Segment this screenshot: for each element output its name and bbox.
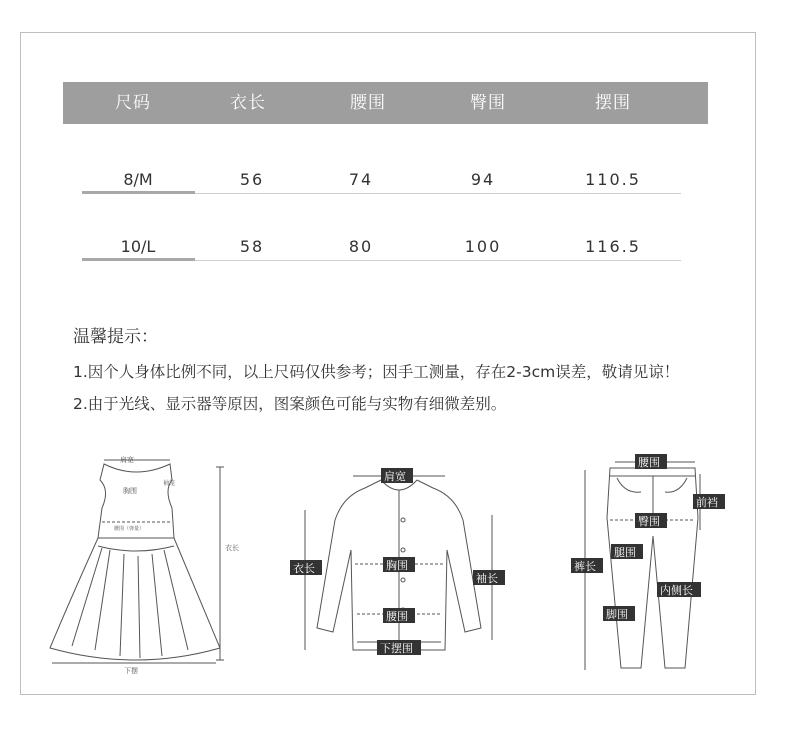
shirt-diagram (285, 460, 510, 660)
shirt-sleeve-label: 袖长 (476, 572, 498, 585)
pants-hip-label: 臀围 (638, 515, 660, 528)
dress-waist-label: 腰围（弹量） (114, 526, 145, 532)
row-underline (82, 258, 195, 261)
length-cell: 56 (239, 170, 265, 189)
dress-armhole-label: 袖笼 (163, 480, 176, 487)
waist-cell: 80 (348, 237, 374, 256)
pants-leg-opening-label: 脚围 (606, 608, 628, 621)
pants-thigh-label: 腿围 (614, 546, 636, 559)
hip-cell: 94 (470, 170, 496, 189)
table-row (0, 170, 790, 200)
size-cell: 8/M (123, 170, 153, 189)
dress-hem-label: 下摆 (124, 667, 138, 675)
dress-shoulder-label: 肩宽 (120, 456, 134, 464)
dress-chest-label: 胸围 (123, 487, 137, 495)
dress-length-label: 衣长 (225, 544, 239, 552)
table-row (0, 237, 790, 267)
hem-cell: 110.5 (585, 170, 641, 189)
pants-length-label: 裤长 (574, 560, 596, 573)
row-divider (195, 193, 681, 194)
pants-waist-label: 腰围 (638, 456, 660, 469)
header-size: 尺码 (115, 93, 151, 113)
shirt-hem-label: 下摆围 (380, 642, 413, 655)
pants-diagram (565, 448, 735, 676)
tips-title: 温馨提示： (73, 327, 158, 347)
shirt-length-label: 衣长 (293, 562, 315, 575)
size-cell: 10/L (120, 237, 156, 256)
pants-front-rise-label: 前裆 (696, 496, 718, 509)
hip-cell: 100 (464, 237, 502, 256)
waist-cell: 74 (348, 170, 374, 189)
hem-cell: 116.5 (585, 237, 641, 256)
header-hem: 摆围 (595, 93, 631, 113)
row-divider (195, 260, 681, 261)
tip-line-1: 1.因个人身体比例不同，以上尺码仅供参考；因手工测量，存在2-3cm误差，敬请见谅！ (73, 363, 680, 381)
shirt-chest-label: 胸围 (386, 559, 408, 572)
dress-diagram (40, 450, 240, 680)
length-cell: 58 (239, 237, 265, 256)
shirt-waist-label: 腰围 (386, 610, 408, 623)
row-underline (82, 191, 195, 194)
shirt-shoulder-label: 肩宽 (384, 470, 406, 483)
header-hip: 臀围 (470, 93, 506, 113)
size-table-header (63, 82, 708, 124)
tip-line-2: 2.由于光线、显示器等原因，图案颜色可能与实物有细微差别。 (73, 395, 507, 413)
header-length: 衣长 (230, 93, 266, 113)
pants-inseam-label: 内侧长 (660, 584, 693, 597)
header-waist: 腰围 (350, 93, 386, 113)
